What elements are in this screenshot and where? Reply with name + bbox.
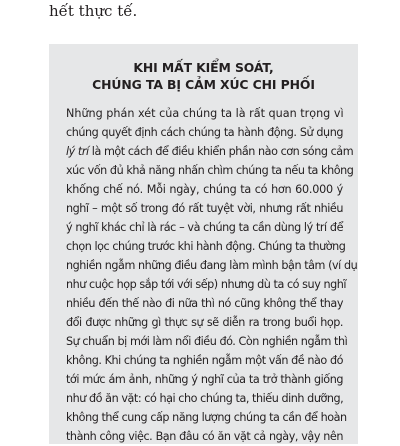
sidebar-box [49,44,358,444]
box-title-line-1: KHI MẤT KIỂM SOÁT, [133,60,274,75]
body-line: lý trí là một cách để điều khiển phần nào cơn sóng cảm [66,145,354,158]
emphasis-term: lý trí [66,145,89,158]
body-line: nhiều đến thế nào đi nữa thì nó cũng không thể thay [66,297,343,310]
body-line: khống chế nó. Mỗi ngày, chúng ta có hơn 60.000 ý [66,183,343,196]
box-title-line-2: CHÚNG TA BỊ CẢM XÚC CHI PHỐI [92,77,315,92]
body-line: tới mức ám ảnh, những ý nghĩ của ta trở thành giống [66,373,343,386]
body-line: Những phán xét của chúng ta là rất quan trọng vì [66,107,344,120]
body-line: không. Khi chúng ta nghiền ngẫm một vấn đề nào đó [66,354,343,367]
paragraph-end-text: hết thực tế. [49,2,138,20]
box-title [49,59,358,93]
body-line: thành công việc. Bạn đâu có ăn vặt cả ngày, vậy nên [66,430,343,443]
body-line: xúc vốn đủ khả năng nhấn chìm chúng ta nếu ta không [66,164,354,177]
body-line: Sự chuẩn bị mới làm nổi điều đó. Còn nghiền ngẫm thì [66,335,348,348]
body-line: chọn lọc chúng trước khi hành động. Chúng ta thường [66,240,346,253]
body-line: đổi được những gì thực sự sẽ diễn ra trong buổi họp. [66,316,343,329]
body-line: như cuộc họp sắp tới với sếp) nhưng dù ta có suy nghĩ [66,278,347,291]
body-line: không thể cung cấp năng lượng chúng ta cần để hoàn [66,411,347,424]
body-line: nghiền ngẫm những điều đang làm mình bận tâm (ví dụ [66,259,358,272]
body-line: như đồ ăn vặt: có hại cho chúng ta, thiếu dinh dưỡng, [66,392,344,405]
body-line: ý nghĩ khác chỉ là rác – và chúng ta cần dùng lý trí để [66,221,343,234]
box-body [66,104,358,446]
body-line: chúng quyết định cách chúng ta hành động. Sử dụng [66,126,343,139]
body-line: nghĩ – một số trong đó rất tuyệt vời, nhưng rất nhiều [66,202,343,215]
